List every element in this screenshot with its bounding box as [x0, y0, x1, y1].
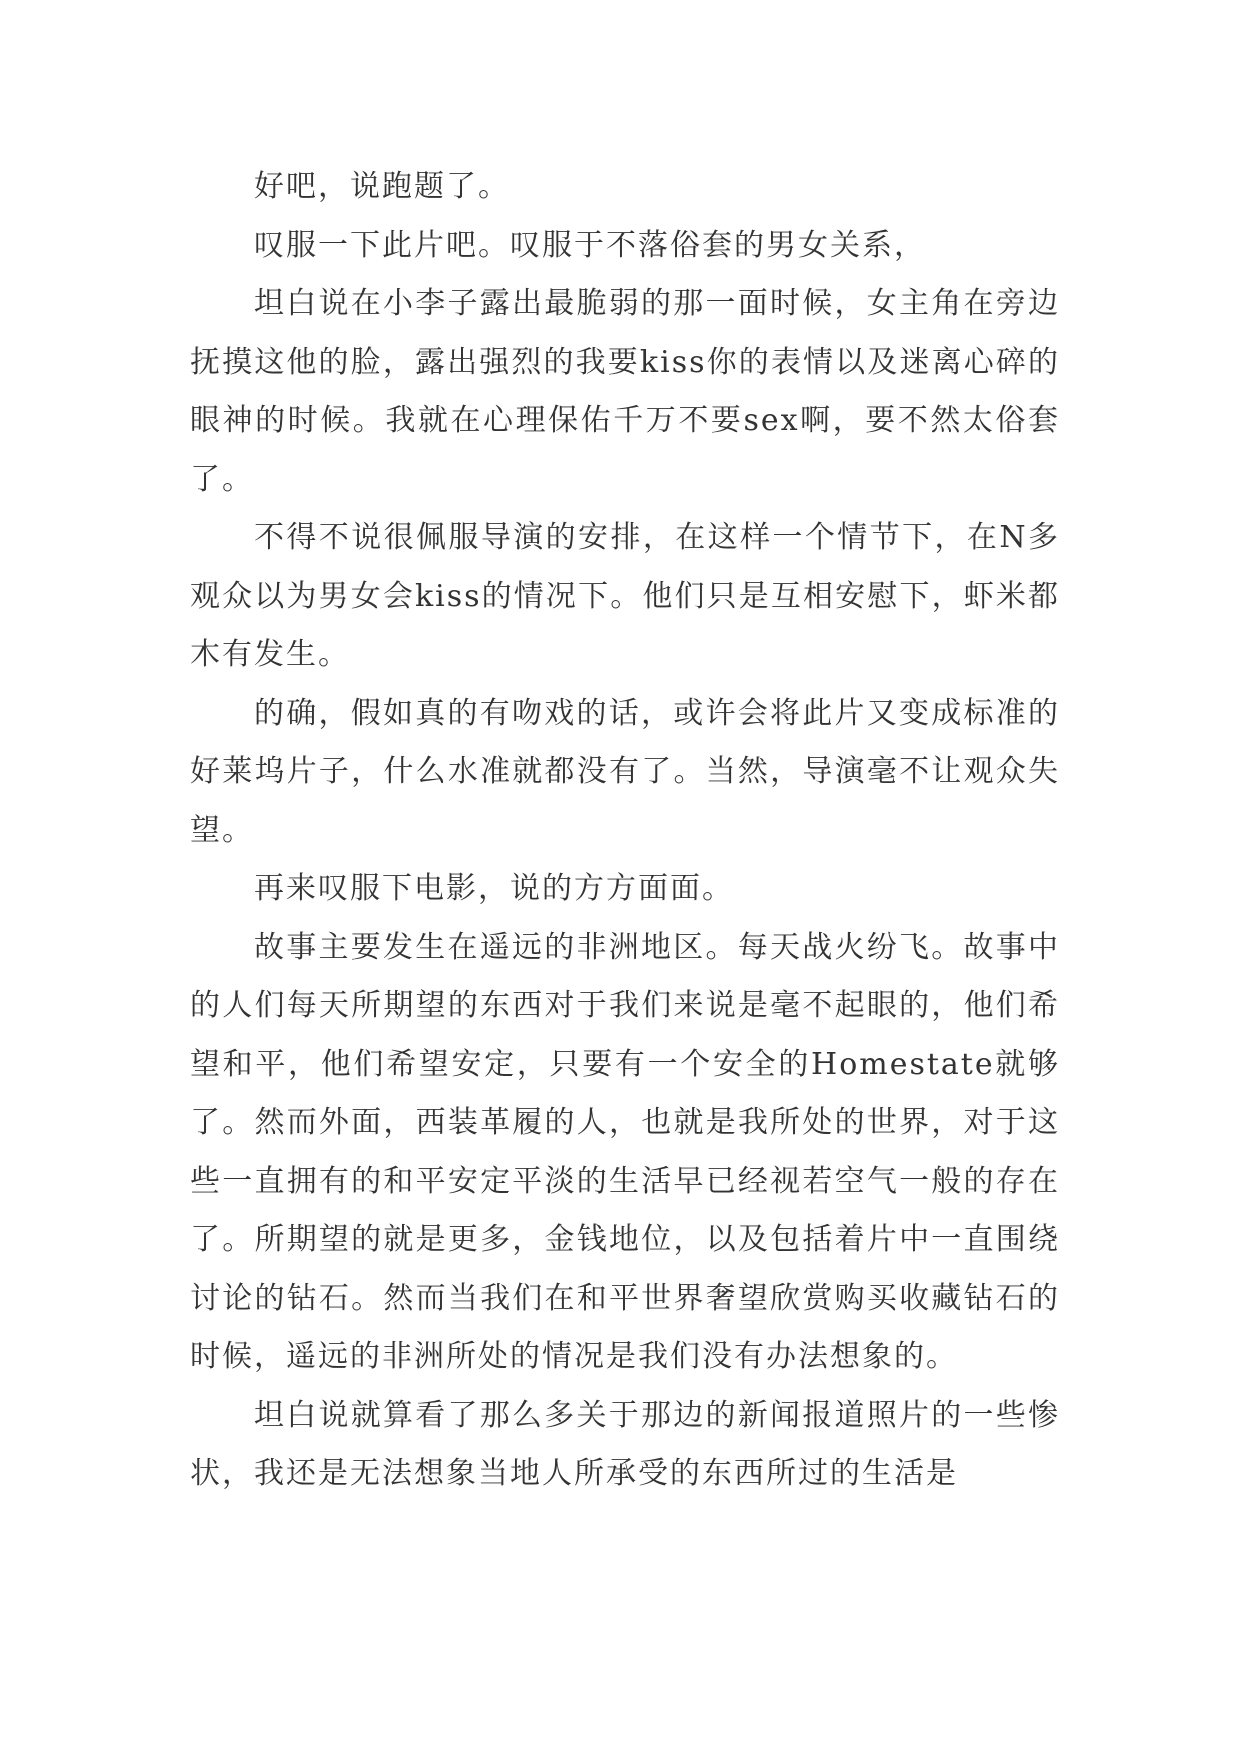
document-body: [190, 158, 1060, 1504]
paragraph-5: 的确，假如真的有吻戏的话，或许会将此片又变成标准的好莱坞片子，什么水准就都没有了。当然，导演毫不让观众失望。: [190, 695, 1060, 848]
paragraph-8: 坦白说就算看了那么多关于那边的新闻报道照片的一些惨状，我还是无法想象当地人所承受的东西所过的生活是: [190, 1397, 1060, 1491]
paragraph-6: 再来叹服下电影，说的方方面面。: [254, 871, 734, 906]
paragraph-2: 叹服一下此片吧。叹服于不落俗套的男女关系，: [254, 227, 926, 263]
paragraph-4: 不得不说很佩服导演的安排，在这样一个情节下，在N多观众以为男女会kiss的情况下。他们只是互相安慰下，虾米都木有发生。: [190, 520, 1060, 672]
paragraph-7: 故事主要发生在遥远的非洲地区。每天战火纷飞。故事中的人们每天所期望的东西对于我们来说是毫不起眼的，他们希望和平，他们希望安定，只要有一个安全的Homestate就够了。然而外面，西装革履的人，也就是我所处的世界，对于这些一直拥有的和平安定平淡的生活早已经视若空气一般的存在了。所期望的就是更多，金钱地位，以及包括着片中一直围绕讨论的钻石。然而当我们在和平世界奢望欣赏购买收藏钻石的时候，遥远的非洲所处的情况是我们没有办法想象的。: [190, 929, 1060, 1374]
paragraph-1: 好吧，说跑题了。: [254, 169, 510, 204]
paragraph-3: 坦白说在小李子露出最脆弱的那一面时候，女主角在旁边抚摸这他的脸，露出强烈的我要kiss你的表情以及迷离心碎的眼神的时候。我就在心理保佑千万不要sex啊，要不然太俗套了。: [190, 286, 1060, 497]
